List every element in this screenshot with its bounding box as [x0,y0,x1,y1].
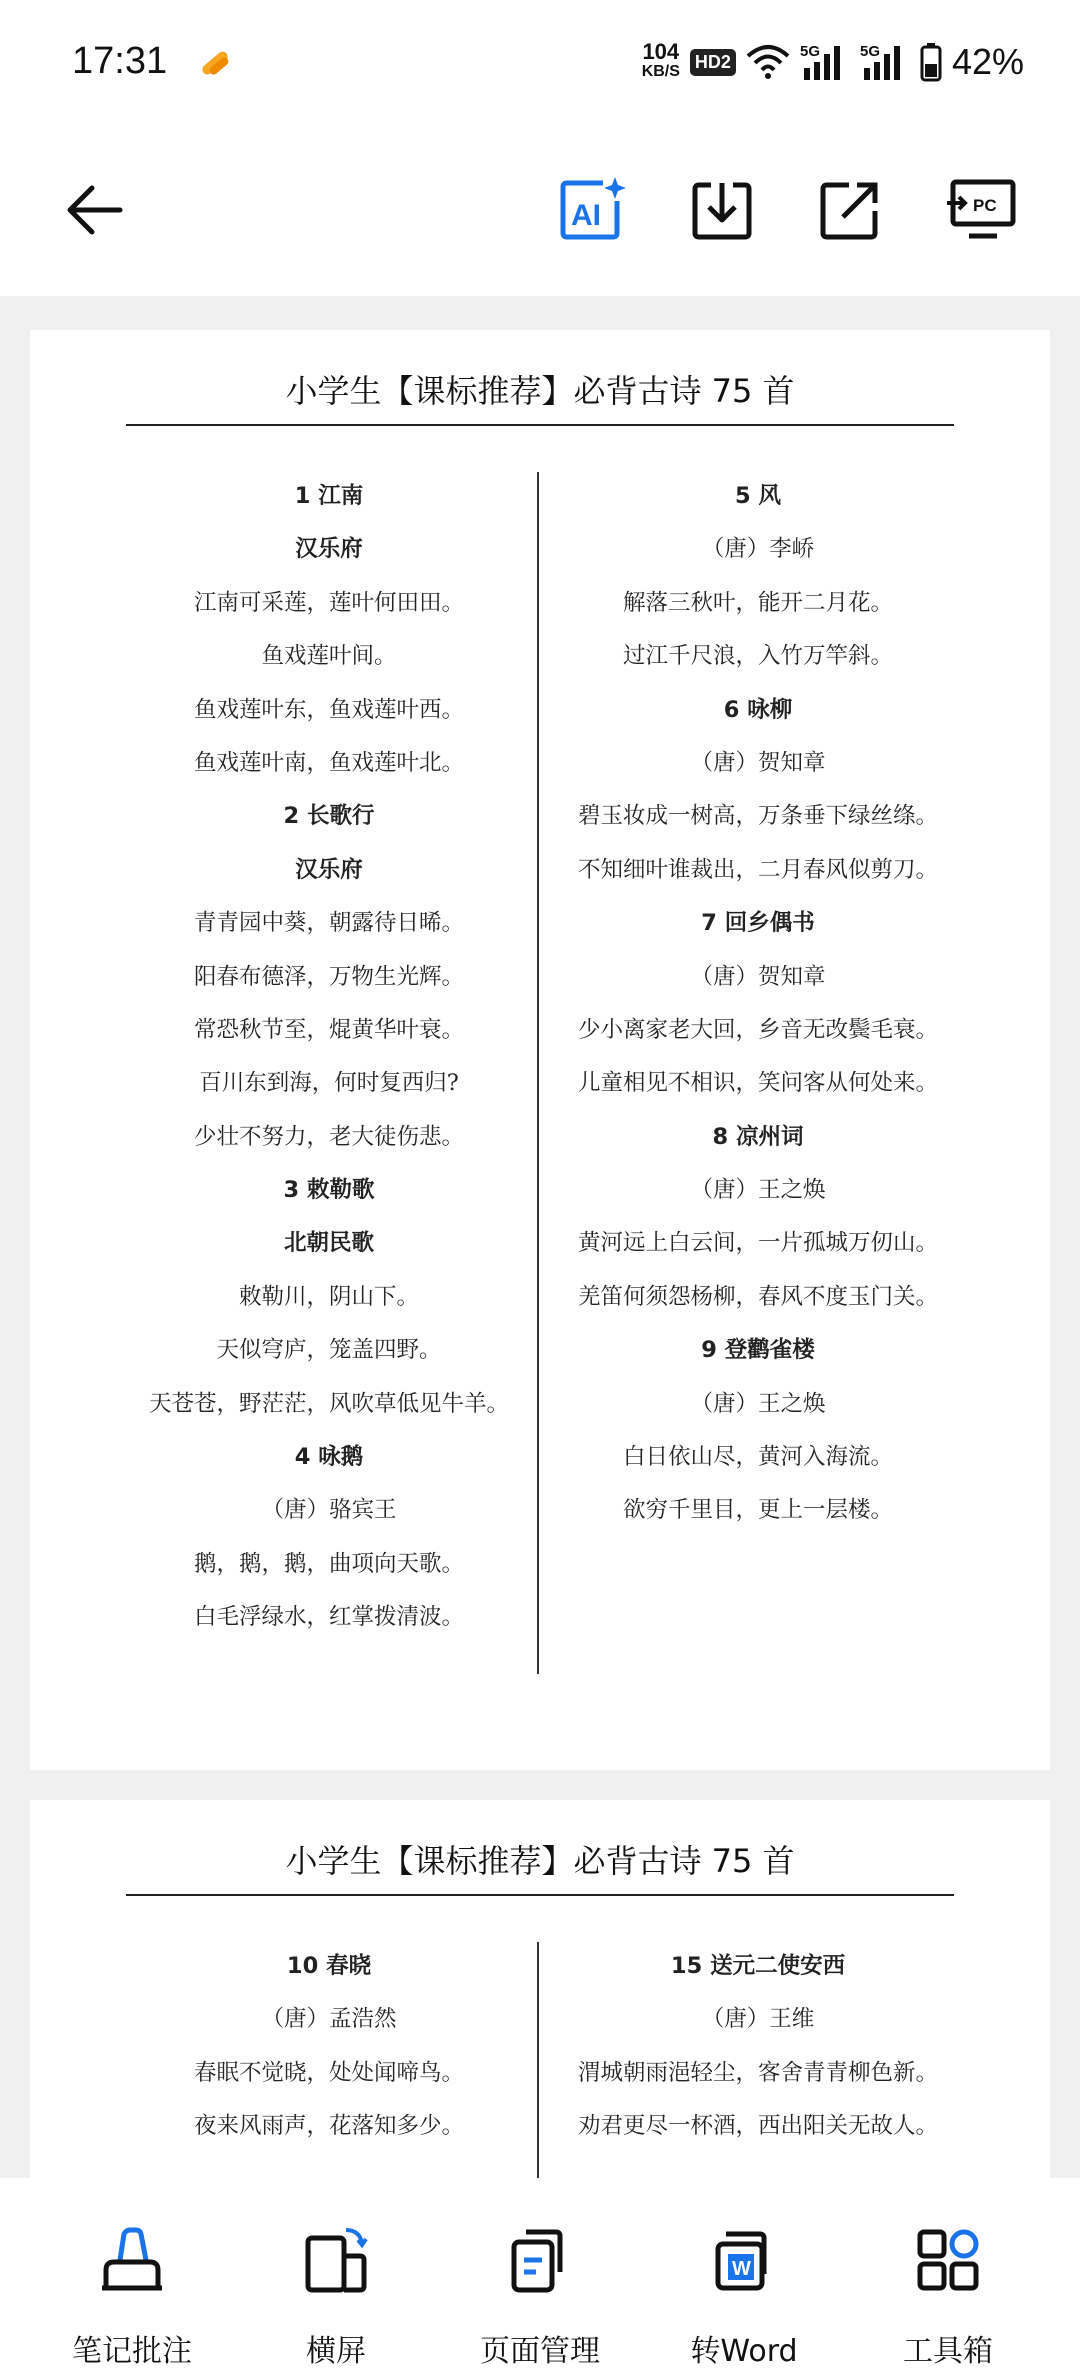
poem-line: 黄河远上白云间，一片孤城万仞山。 [577,1230,938,1257]
poem-line: 鱼戏莲叶南，鱼戏莲叶北。 [193,749,464,776]
battery-icon [920,42,942,82]
poem-line: 碧玉妆成一树高，万条垂下绿丝绦。 [577,803,938,830]
toolbox-button[interactable] [848,2178,1048,2376]
poem-author: 汉乐府 [295,536,363,563]
poem-line: 儿童相见不相识，笑问客从何处来。 [577,1070,938,1097]
title-rule [126,1894,954,1896]
back-arrow-icon [62,182,126,238]
poem-line: 过江千尺浪，入竹万竿斜。 [622,643,893,670]
poem-title: 5 风 [735,483,781,509]
convert-word-label: 转Word [690,2334,798,2369]
page-title: 小学生【课标推荐】必背古诗 75 首 [285,372,795,410]
poem-author: （唐）骆宾王 [261,1497,397,1524]
poem-title: 6 咏柳 [723,696,793,723]
page-manage-icon [506,2226,574,2294]
ai-assistant-button[interactable] [552,170,632,250]
share-export-icon [819,179,881,241]
poem-author: （唐）贺知章 [690,963,826,990]
poem-author: （唐）李峤 [701,536,815,563]
document-page-2 [30,1800,1050,2178]
convert-word-icon [710,2226,778,2294]
hd-badge: HD2 [690,49,736,76]
status-bar [0,0,1080,130]
poem-author: （唐）贺知章 [690,749,826,776]
toolbox-label: 工具箱 [903,2334,993,2369]
page-manage-button[interactable] [440,2178,640,2376]
ai-assistant-icon [557,175,627,245]
annotate-button[interactable] [32,2178,232,2376]
poem-title: 1 江南 [294,483,364,509]
poem-title: 15 送元二使安西 [670,1953,846,1979]
svg-text:5G: 5G [799,43,820,60]
poem-line: 青青园中葵，朝露待日晞。 [193,910,464,937]
network-speed-value: 104 [642,39,680,64]
status-time: 17:31 [72,40,168,82]
poem-line: 少壮不努力，老大徒伤悲。 [193,1123,464,1150]
poem-line: 春眠不觉晓，处处闻啼鸟。 [193,2059,464,2086]
svg-text:PC: PC [973,196,997,215]
poem-line: 鱼戏莲叶东，鱼戏莲叶西。 [193,696,464,723]
page-manage-label: 页面管理 [480,2334,600,2369]
rotate-landscape-icon [302,2226,370,2294]
right-column [548,1940,968,2154]
document-page-1 [30,330,1050,1770]
poem-line: 少小离家老大回，乡音无改鬓毛衰。 [577,1016,938,1043]
top-toolbar [0,130,1080,296]
share-export-button[interactable] [810,170,890,250]
status-icons [642,36,1024,88]
poem-author: （唐）王维 [701,2006,815,2033]
signal-icon [800,42,850,82]
poem-title: 4 咏鹅 [294,1444,364,1471]
poem-author: （唐）王之焕 [690,1390,826,1417]
poem-line: 江南可采莲，莲叶何田田。 [193,589,464,616]
poem-line: 羌笛何须怨杨柳，春风不度玉门关。 [577,1283,938,1310]
poem-title: 2 长歌行 [283,803,375,830]
network-speed-unit: KB/S [641,63,680,80]
back-button[interactable] [54,170,134,250]
poem-line: 不知细叶谁裁出，二月春风似剪刀。 [577,856,938,883]
bottom-toolbar [0,2178,1080,2376]
poem-author: 北朝民歌 [283,1230,374,1257]
poem-title: 3 敕勒歌 [283,1177,375,1204]
signal-icon [860,42,910,82]
poem-author: 汉乐府 [295,856,363,883]
poem-line: 百川东到海，何时复西归? [199,1070,459,1097]
poem-line: 夜来风雨声，花落知多少。 [193,2113,464,2140]
send-to-pc-button[interactable] [942,170,1022,250]
title-rule [126,424,954,426]
battery-percent: 42% [951,41,1024,82]
svg-text:W: W [732,2258,751,2280]
poem-line: 阳春布德泽，万物生光辉。 [193,963,464,990]
network-speed [641,39,680,82]
toolbox-icon [914,2226,982,2294]
page-title: 小学生【课标推荐】必背古诗 75 首 [285,1842,795,1880]
svg-text:5G: 5G [859,43,880,60]
rotate-landscape-label: 横屏 [306,2334,366,2369]
poem-line: 敕勒川，阴山下。 [238,1283,419,1310]
poem-title: 8 凉州词 [712,1123,804,1150]
poem-line: 天似穹庐，笼盖四野。 [216,1337,442,1364]
poem-line: 解落三秋叶，能开二月花。 [622,589,893,616]
annotate-icon [98,2226,166,2294]
poem-author: （唐）王之焕 [690,1177,826,1204]
poem-line: 白毛浮绿水，红掌拨清波。 [193,1604,464,1631]
right-column [548,470,968,1538]
download-icon [691,179,753,241]
poem-line: 白日依山尽，黄河入海流。 [622,1444,893,1471]
rotate-landscape-button[interactable] [236,2178,436,2376]
svg-text:AI: AI [571,199,601,232]
convert-word-button[interactable] [644,2178,844,2376]
left-column [119,1940,539,2154]
poem-line: 鹅，鹅，鹅，曲项向天歌。 [193,1550,464,1577]
poem-title: 9 登鹳雀楼 [701,1337,815,1364]
app-notification-icon [196,44,234,78]
wifi-icon [746,44,790,80]
poem-line: 欲穷千里目，更上一层楼。 [622,1497,893,1524]
poem-line: 劝君更尽一杯酒，西出阳关无故人。 [577,2113,938,2140]
poem-line: 鱼戏莲叶间。 [261,643,397,670]
poem-title: 7 回乡偶书 [701,910,815,937]
download-button[interactable] [682,170,762,250]
poem-author: （唐）孟浩然 [261,2006,397,2033]
poem-title: 10 春晓 [286,1953,372,1979]
left-column [119,470,539,1645]
annotate-label: 笔记批注 [72,2334,192,2369]
poem-line: 常恐秋节至，焜黄华叶衰。 [193,1016,464,1043]
document-viewer[interactable] [0,296,1080,2178]
poem-line: 天苍苍，野茫茫，风吹草低见牛羊。 [148,1390,509,1417]
poem-line: 渭城朝雨浥轻尘，客舍青青柳色新。 [577,2059,938,2086]
send-to-pc-icon [947,178,1017,242]
